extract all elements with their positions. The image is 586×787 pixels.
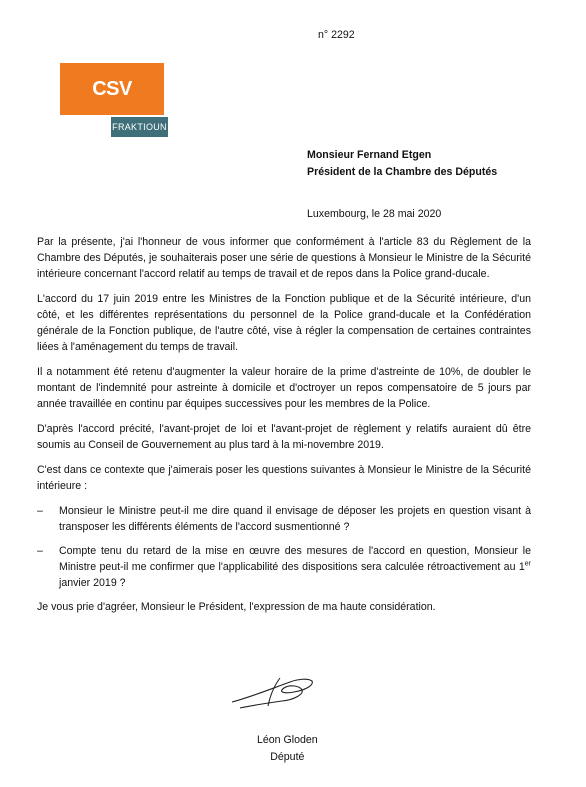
logo-main-text: CSV <box>60 63 164 115</box>
letter-body <box>37 234 531 624</box>
letter-date: Luxembourg, le 28 mai 2020 <box>307 208 442 220</box>
signer-role: Député <box>270 751 305 763</box>
question-item-1 <box>37 503 531 535</box>
paragraph-3: Il a notamment été retenu d'augmenter la valeur horaire de la prime d'astreinte de 10%, de doubler le montant de l'indemnité pour astreinte à domicile et d'octroyer un repos compensatoire de 5 jours par année travaillée en continu par équipes successives pour les membres de la Police. <box>37 366 531 410</box>
list-dash: – <box>37 545 43 557</box>
question-text-2 <box>57 543 531 591</box>
handwritten-signature <box>228 672 318 712</box>
signer-block <box>257 732 318 766</box>
closing-formula: Je vous prie d'agréer, Monsieur le Président, l'expression de ma haute considération. <box>37 601 436 613</box>
csv-logo <box>60 63 168 139</box>
question-text-2-part2: janvier 2019 ? <box>59 577 126 589</box>
reference-number: n° 2292 <box>318 29 355 41</box>
signer-name: Léon Gloden <box>257 734 318 746</box>
recipient-title: Président de la Chambre des Députés <box>307 166 498 178</box>
paragraph-1: Par la présente, j'ai l'honneur de vous informer que conformément à l'article 83 du Règlement de la Chambre des Députés, je souhaiterais poser une série de questions à Monsieur le Ministre de la Sécurité intérieure concernant l'accord relatif au temps de travail et de repos dans la Police grand-ducale. <box>37 236 531 280</box>
recipient-block <box>307 147 497 181</box>
logo-sub-text: FRAKTIOUN <box>111 117 168 137</box>
question-item-2 <box>37 543 531 591</box>
question-text-2-sup: er <box>524 560 531 568</box>
question-text-2-part1: Compte tenu du retard de la mise en œuvre des mesures de l'accord en question, Monsieur le Ministre peut-il me confirmer que l'applicabilité des dispositions sera calculée rétroactivement au 1 <box>59 545 531 573</box>
list-dash: – <box>37 505 43 517</box>
recipient-name: Monsieur Fernand Etgen <box>307 149 432 161</box>
paragraph-2: L'accord du 17 juin 2019 entre les Ministres de la Fonction publique et de la Sécurité intérieure, d'un côté, et les différentes représentations du personnel de la Police grand-ducale et la Confédération générale de la Fonction publique, de l'autre côté, vise à régler la compensation de certaines contraintes liées à l'aménagement du temps de travail. <box>37 293 531 353</box>
question-text-1: Monsieur le Ministre peut-il me dire quand il envisage de déposer les projets en question visant à transposer les différents éléments de l'accord susmentionné ? <box>59 505 531 533</box>
paragraph-4: D'après l'accord précité, l'avant-projet de loi et l'avant-projet de règlement y relatifs auraient dû être soumis au Conseil de Gouvernement au plus tard à la mi-novembre 2019. <box>37 423 531 451</box>
paragraph-5: C'est dans ce contexte que j'aimerais poser les questions suivantes à Monsieur le Ministre de la Sécurité intérieure : <box>37 464 531 492</box>
